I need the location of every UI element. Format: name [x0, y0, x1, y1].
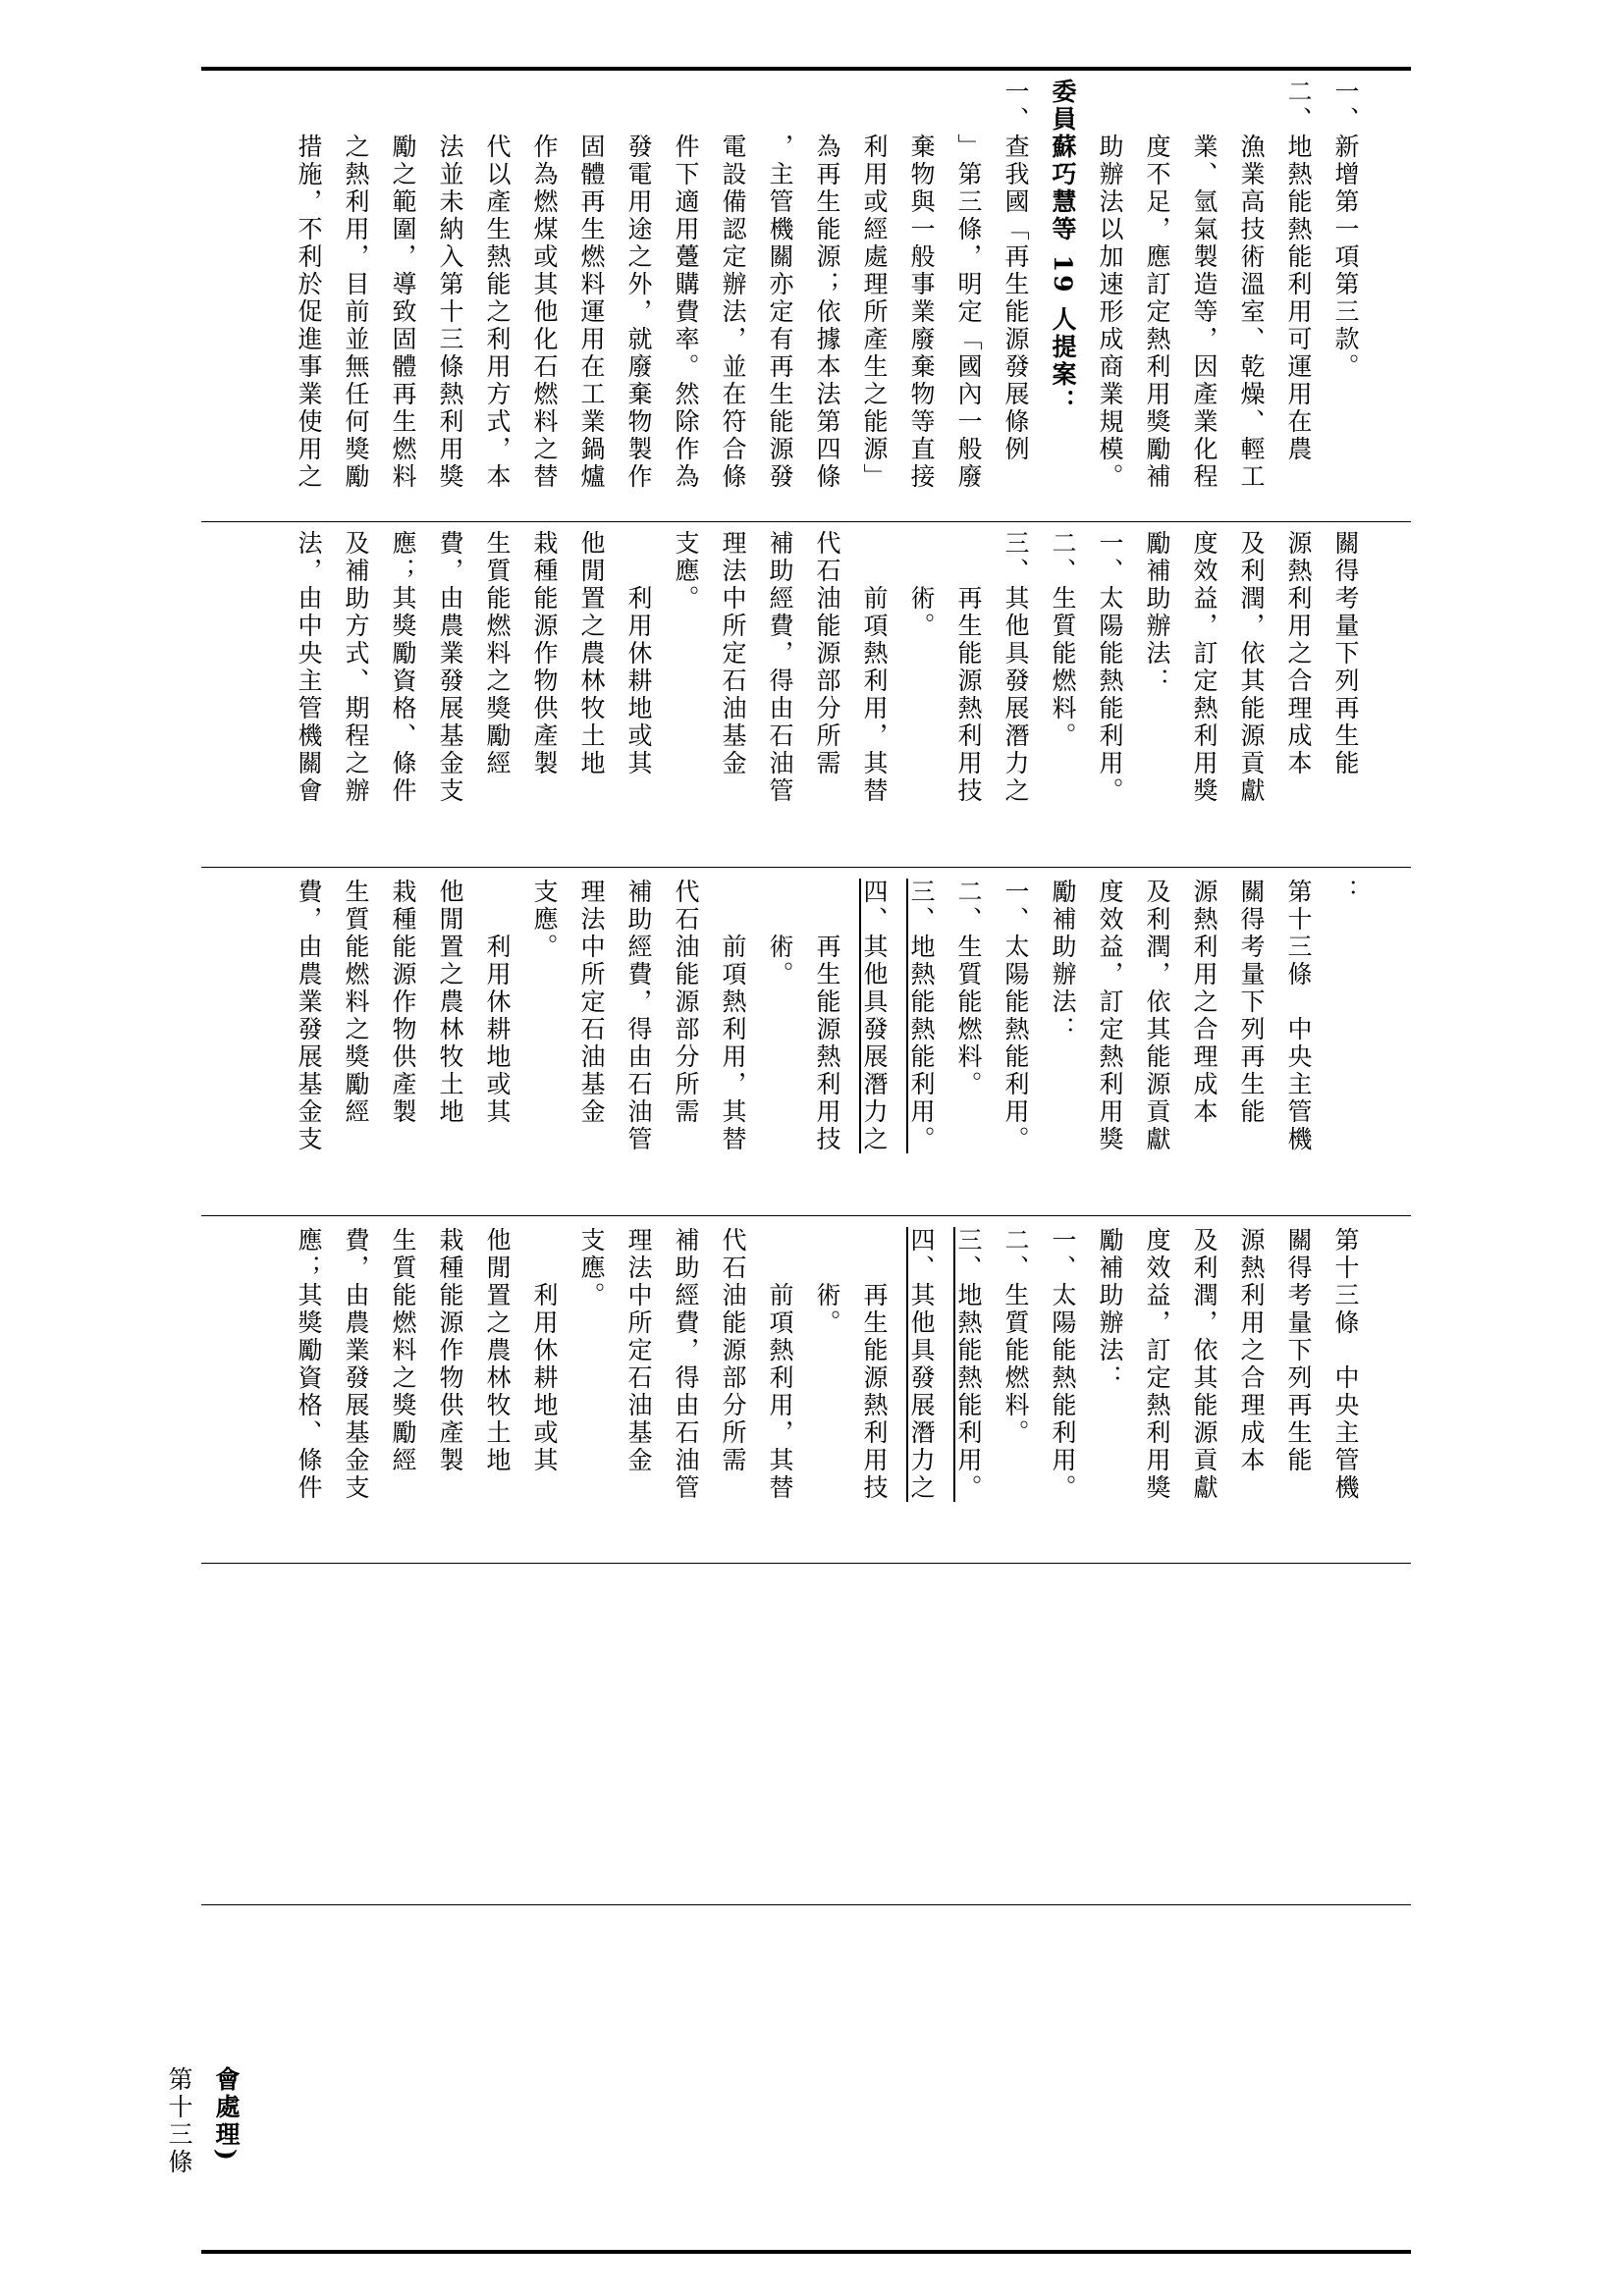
c3-line: 生質能燃料之獎勵經	[483, 530, 512, 777]
c2-line: ：	[1331, 879, 1360, 906]
c1-line: 他閒置之農林牧土地	[483, 1227, 512, 1474]
c3-line: 源熱利用之合理成本	[1284, 530, 1313, 777]
c3-line: 理法中所定石油基金	[719, 530, 747, 777]
c1-line: 度效益，訂定熱利用獎	[1143, 1227, 1171, 1502]
c4-line: 作為燃煤或其他化石燃料之替	[530, 79, 559, 491]
divider-c2-c3	[201, 867, 1411, 868]
c2-line: 二、生質能燃料。	[954, 879, 983, 1098]
c2-line: 三、地熱能熱能利用。	[907, 879, 936, 1153]
c2-line: 度效益，訂定熱利用獎	[1096, 879, 1124, 1153]
c3-line: 支應。	[672, 530, 700, 613]
c1-line: 栽種能源作物供產製	[436, 1227, 464, 1474]
c3-line: 關得考量下列再生能	[1331, 530, 1360, 777]
header-title: 會處理)	[212, 2066, 241, 2163]
c3-line: 一、太陽能熱能利用。	[1096, 530, 1124, 805]
c4-line: 一、查我國「再生能源發展條例	[1001, 79, 1030, 463]
c3-line: 前項熱利用，其替	[860, 530, 889, 805]
c4-line: ，主管機關亦定有再生能源發	[766, 79, 794, 491]
c1-line: 代石油能源部分所需	[719, 1227, 747, 1474]
c2-line: 利用休耕地或其	[483, 879, 512, 1126]
header-column	[155, 2066, 249, 2243]
c1-line: 四、其他具發展潛力之	[907, 1227, 936, 1502]
c1-line: 三、地熱能熱能利用。	[954, 1227, 983, 1502]
c1-line: 第十三條 中央主管機	[1331, 1227, 1360, 1502]
c1-line: 生質能燃料之獎勵經	[389, 1227, 417, 1474]
column-4	[285, 79, 1369, 518]
c4-line: 代以產生熱能之利用方式，本	[483, 79, 512, 491]
c2-line: 關得考量下列再生能	[1237, 879, 1266, 1126]
divider-empty-header	[201, 1904, 1411, 1905]
c3-line: 栽種能源作物供產製	[530, 530, 559, 777]
c2-line: 勵補助辦法：	[1049, 879, 1077, 1043]
c4-line: 二、地熱能熱能利用可運用在農	[1284, 79, 1313, 463]
c2-line: 及利潤，依其能源貢獻	[1143, 879, 1171, 1153]
c4-line: 之熱利用，目前並無任何獎勵	[342, 79, 370, 491]
c3-line: 補助經費，得由石油管	[766, 530, 794, 805]
c4-line: 利用或經處理所產生之能源」	[860, 79, 889, 491]
c4-line: 一、新增第一項第三款。	[1331, 79, 1360, 381]
c2-line: 術。	[766, 879, 794, 988]
c4-line: 法並未納入第十三條熱利用獎	[436, 79, 464, 491]
c3-line: 及利潤，依其能源貢獻	[1237, 530, 1266, 805]
c2-line: 一、太陽能熱能利用。	[1001, 879, 1030, 1153]
c1-line: 費，由農業發展基金支	[342, 1227, 370, 1502]
column-1	[285, 1227, 1369, 1561]
c3-line: 術。	[907, 530, 936, 640]
c4-line: 助辦法以加速形成商業規模。	[1096, 79, 1124, 491]
c1-line: 利用休耕地或其	[530, 1227, 559, 1474]
c2-line: 代石油能源部分所需	[672, 879, 700, 1126]
column-3	[285, 530, 1369, 864]
c1-line: 前項熱利用，其替	[766, 1227, 794, 1502]
c1-line: 支應。	[577, 1227, 606, 1309]
c4-line: 為再生能源；依據本法第四條	[813, 79, 841, 491]
c2-line: 他閒置之農林牧土地	[436, 879, 464, 1126]
c1-line: 關得考量下列再生能	[1284, 1227, 1313, 1474]
c2-line: 第十三條 中央主管機	[1284, 879, 1313, 1153]
divider-c3-c4	[201, 521, 1411, 522]
c4-line: 業、氫氣製造等，因產業化程	[1190, 79, 1218, 491]
c4-line: 委員蘇巧慧等 19 人提案：	[1049, 79, 1077, 417]
c3-line: 三、其他具發展潛力之	[1001, 530, 1030, 805]
divider-c1-c2	[201, 1215, 1411, 1216]
bottom-rule	[201, 2250, 1411, 2254]
c1-line: 勵補助辦法：	[1096, 1227, 1124, 1392]
c3-line: 法，由中央主管機關會	[295, 530, 323, 805]
column-2	[285, 879, 1369, 1212]
c4-line: 件下適用躉購費率。然除作為	[672, 79, 700, 491]
c4-line: 發電用途之外，就廢棄物製作	[624, 79, 653, 491]
c3-line: 代石油能源部分所需	[813, 530, 841, 777]
c3-line: 利用休耕地或其	[624, 530, 653, 777]
c2-line: 四、其他具發展潛力之	[860, 879, 889, 1153]
c3-line: 二、生質能燃料。	[1049, 530, 1077, 750]
c3-line: 勵補助辦法：	[1143, 530, 1171, 695]
c1-line: 補助經費，得由石油管	[672, 1227, 700, 1502]
top-rule	[201, 67, 1411, 71]
c1-line: 源熱利用之合理成本	[1237, 1227, 1266, 1474]
c2-line: 生質能燃料之獎勵經	[342, 879, 370, 1126]
header-article: 第十三條	[165, 2066, 193, 2176]
c2-line: 源熱利用之合理成本	[1190, 879, 1218, 1126]
divider-c1-empty	[201, 1563, 1411, 1564]
c1-line: 一、太陽能熱能利用。	[1049, 1227, 1077, 1502]
c2-line: 補助經費，得由石油管	[624, 879, 653, 1153]
c4-line: 勵之範圍，導致固體再生燃料	[389, 79, 417, 491]
c2-line: 支應。	[530, 879, 559, 961]
c2-line: 費，由農業發展基金支	[295, 879, 323, 1153]
c4-line: 措施，不利於促進事業使用之	[295, 79, 323, 491]
c4-line: 棄物與一般事業廢棄物等直接	[907, 79, 936, 491]
c1-line: 應；其獎勵資格、條件	[295, 1227, 323, 1502]
c3-line: 度效益，訂定熱利用獎	[1190, 530, 1218, 805]
c3-line: 及補助方式、期程之辦	[342, 530, 370, 805]
c3-line: 應；其獎勵資格、條件	[389, 530, 417, 805]
c4-line: 度不足，應訂定熱利用獎勵補	[1143, 79, 1171, 491]
c1-line: 二、生質能燃料。	[1001, 1227, 1030, 1447]
c1-line: 術。	[813, 1227, 841, 1337]
c4-line: 」第三條，明定「國內一般廢	[954, 79, 983, 491]
c2-line: 前項熱利用，其替	[719, 879, 747, 1153]
c3-line: 他閒置之農林牧土地	[577, 530, 606, 777]
c2-line: 理法中所定石油基金	[577, 879, 606, 1126]
c1-line: 理法中所定石油基金	[624, 1227, 653, 1474]
c2-line: 再生能源熱利用技	[813, 879, 841, 1153]
c2-line: 栽種能源作物供產製	[389, 879, 417, 1126]
c1-line: 及利潤，依其能源貢獻	[1190, 1227, 1218, 1502]
c4-line: 固體再生燃料運用在工業鍋爐	[577, 79, 606, 491]
c1-line: 再生能源熱利用技	[860, 1227, 889, 1502]
c3-line: 費，由農業發展基金支	[436, 530, 464, 805]
c4-line: 電設備認定辦法，並在符合條	[719, 79, 747, 491]
c4-line: 漁業高技術溫室、乾燥、輕工	[1237, 79, 1266, 491]
c3-line: 再生能源熱利用技	[954, 530, 983, 805]
